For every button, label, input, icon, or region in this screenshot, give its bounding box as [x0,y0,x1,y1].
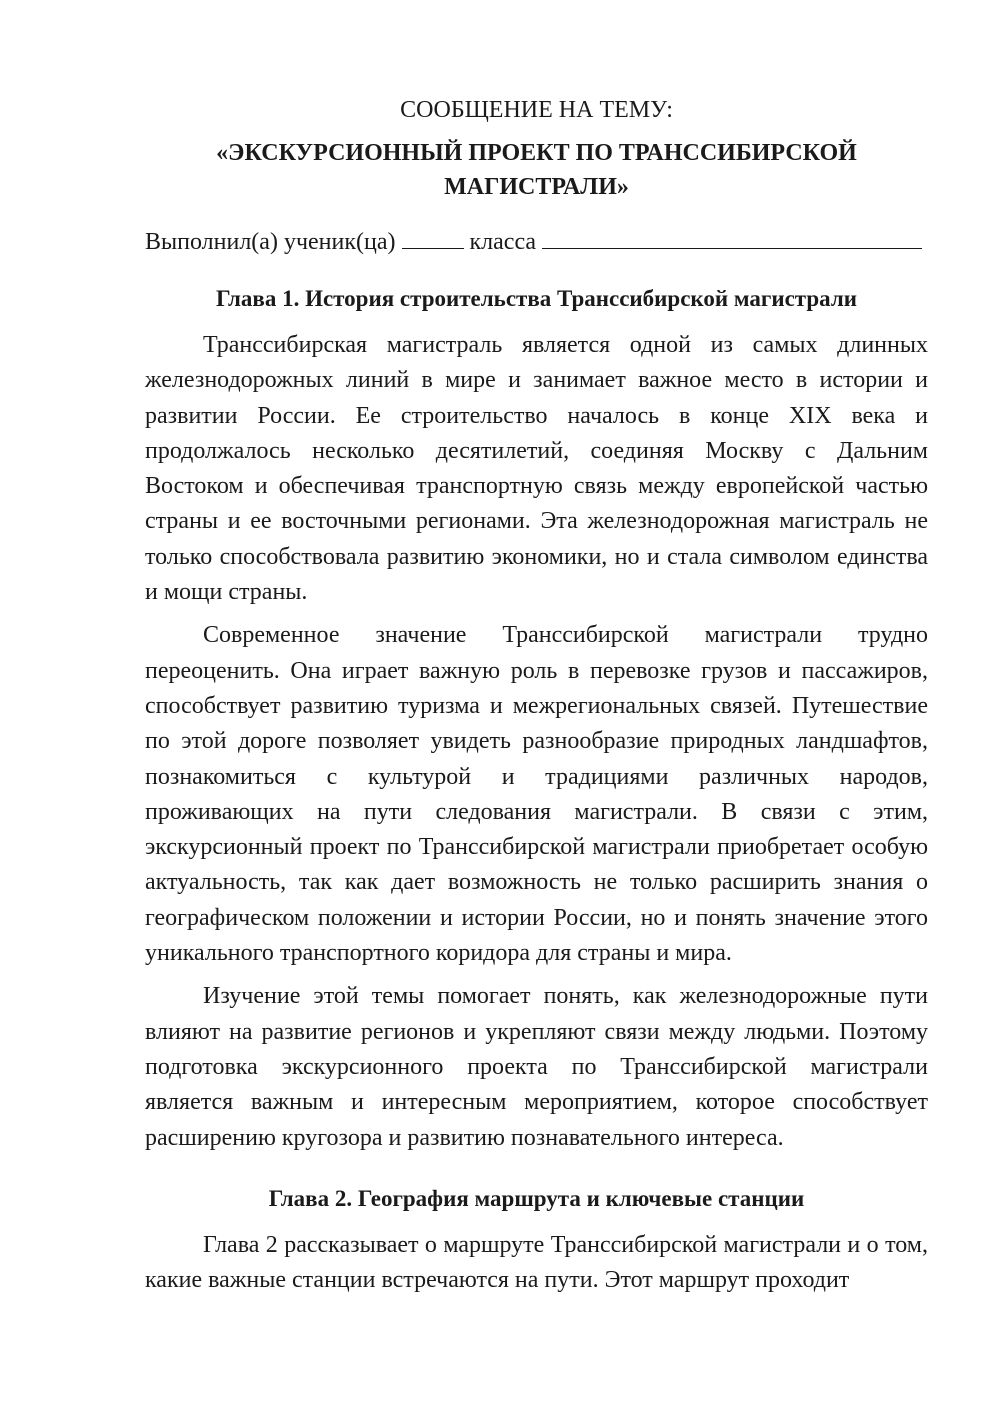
class-number-blank [402,222,464,249]
student-name-blank [542,222,922,249]
document-header [145,92,928,204]
header-label: СООБЩЕНИЕ НА ТЕМУ: [400,97,673,123]
paragraph: Транссибирская магистраль является одной из самых длинных железнодорожных линий в мире и занимает важное место в истории и развитии России. Ее строительство началось в конце XIX века и продолжалось несколько десятилетий, соединяя Москву с Дальним Востоком и обеспечивая транспортную связь между европейской частью страны и ее восточными регионами. Эта железнодорожная магистраль не только способствовала развитию экономики, но и стала символом единства и мощи страны. [145,332,928,606]
chapter-2 [145,1182,928,1299]
document-title: «ЭКСКУРСИОННЫЙ ПРОЕКТ ПО ТРАНССИБИРСКОЙ МАГИСТРАЛИ» [216,140,857,200]
paragraph: Современное значение Транссибирской магистрали трудно переоценить. Она играет важную роль в перевозке грузов и пассажиров, способствует развитию туризма и межрегиональных связей. Путешествие по этой дороге позволяет увидеть разнообразие природных ландшафтов, познакомиться с культурой и традициями различных народов, проживающих на пути следования магистрали. В связи с этим, экскурсионный проект по Транссибирской магистрали приобретает особую актуальность, так как дает возможность не только расширить знания о географическом положении и истории России, но и понять значение этого уникального транспортного коридора для страны и мира. [145,622,928,967]
document-page [145,92,928,1306]
chapter-heading: Глава 2. География маршрута и ключевые станции [268,1185,805,1211]
byline-prefix: Выполнил(а) ученик(ца) [145,229,396,255]
chapter-heading: Глава 1. История строительства Транссибирской магистрали [215,286,858,311]
paragraph: Глава 2 рассказывает о маршруте Транссибирской магистрали и о том, какие важные станции встречаются на пути. Этот маршрут проходит [145,1231,928,1294]
paragraph: Изучение этой темы помогает понять, как железнодорожные пути влияют на развитие регионов и укрепляют связи между людьми. Поэтому подготовка экскурсионного проекта по Транссибирской магистрали является важным и интересным мероприятием, которое способствует расширению кругозора и развитию познавательного интереса. [145,983,928,1151]
chapter-1 [145,282,928,1156]
author-byline [145,222,928,260]
byline-class-word: класса [469,229,537,255]
